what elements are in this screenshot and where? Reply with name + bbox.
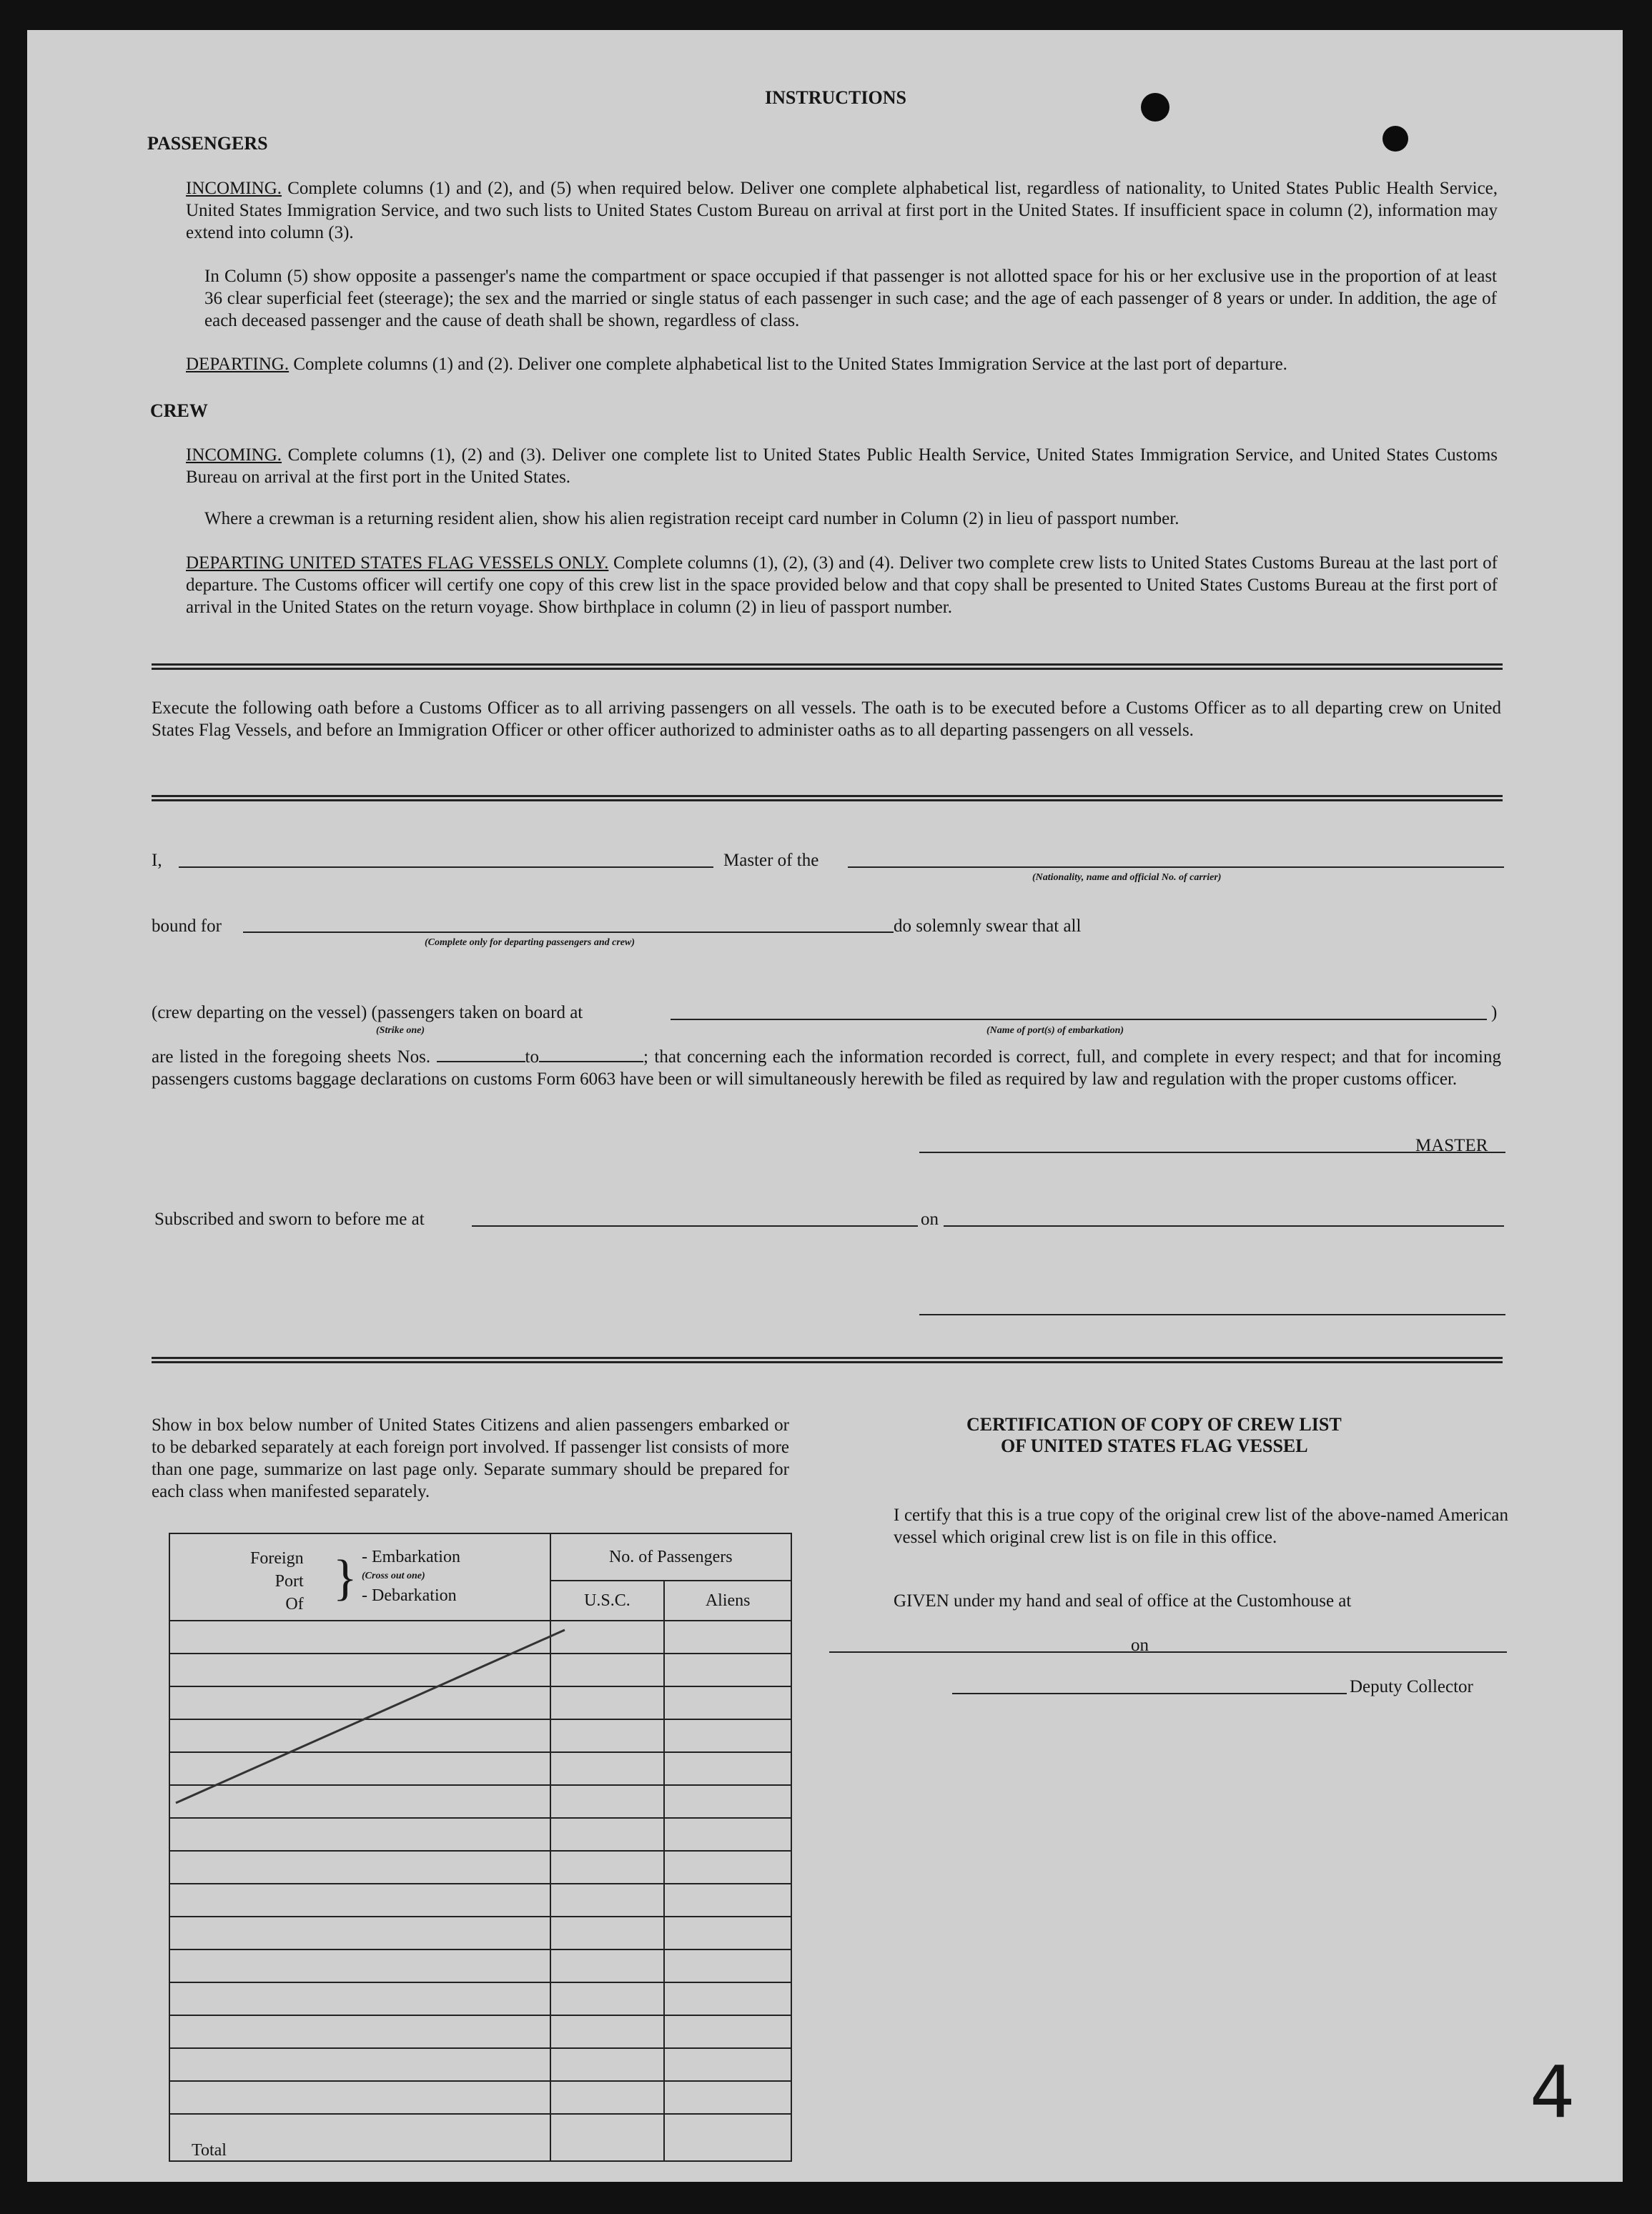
departing-flag-vessels-text: Complete columns (1), (2), (3) and (4). Deliver two complete crew lists to United States Customs Bureau at the last port of departure. The Customs officer will certify one copy of this crew list in the space provided below and that copy shall be presented to United States Customs Bureau at the first port of arrival in the United States on the return voyage. Show birthplace in column (2) in lieu of passport number. [186, 553, 1498, 617]
divider [152, 795, 1503, 801]
master-label: MASTER [1415, 1136, 1488, 1155]
handwritten-page-number: 4 [1530, 2050, 1576, 2134]
ports-note: (Name of port(s) of embarkation) [986, 1025, 1124, 1036]
total-row-label: Total [169, 2114, 550, 2161]
table-row[interactable] [169, 1917, 550, 1949]
bound-for-label: bound for [152, 916, 222, 936]
foreign-port-header: Foreign Port Of } - Embarkation (Cross out one) - Debarkation [169, 1533, 550, 1621]
departing-flag-vessels-paragraph [186, 552, 1498, 618]
carrier-field[interactable] [848, 866, 1504, 868]
table-row[interactable] [169, 2015, 550, 2048]
returning-resident-paragraph: Where a crewman is a returning resident alien, show his alien registration receipt card number in Column (2) in lieu of passport number. [204, 509, 1179, 528]
given-text: GIVEN under my hand and seal of office at the Customhouse at [894, 1591, 1352, 1611]
bound-for-note: (Complete only for departing passengers and crew) [425, 937, 635, 948]
customhouse-field[interactable] [829, 1651, 1507, 1653]
on-label: on [921, 1210, 939, 1229]
certification-title-2: OF UNITED STATES FLAG VESSEL [1001, 1435, 1308, 1456]
master-name-field[interactable] [179, 866, 713, 868]
table-row[interactable] [169, 1851, 550, 1884]
table-row[interactable] [169, 1818, 550, 1851]
crew-heading: CREW [150, 400, 208, 421]
solemnly-swear-label: do solemnly swear that all [894, 916, 1082, 936]
closing-paren: ) [1491, 1003, 1498, 1022]
deputy-collector-signature[interactable] [952, 1693, 1347, 1694]
cert-on-label: on [1131, 1636, 1149, 1655]
passengers-departing-label: DEPARTING. [186, 355, 290, 374]
table-row[interactable] [169, 2081, 550, 2114]
column-5-paragraph: In Column (5) show opposite a passenger's name the compartment or space occupied if that passenger is not allotted space for his or her exclusive use in the proportion of at least 36 clear superficial feet (steerage); the sex and the married or single status of each passenger in such case; and the age of each passenger of 8 years or under. In addition, the age of each deceased passenger and the cause of death shall be shown, regardless of class. [204, 267, 1497, 330]
carrier-note: (Nationality, name and official No. of carrier) [1032, 872, 1222, 883]
certification-title-1: CERTIFICATION OF COPY OF CREW LIST [966, 1414, 1342, 1435]
summary-instructions: Show in box below number of United States Citizens and alien passengers embarked or to be debarked separately at each foreign port involved. If passenger list consists of more than one page, summarize on last page only. Separate summary should be prepared for each class when manifested separately. [152, 1415, 789, 1501]
crew-incoming-label: INCOMING. [186, 445, 282, 465]
master-signature-field[interactable] [919, 1152, 1505, 1153]
passengers-heading: PASSENGERS [147, 133, 268, 154]
table-row[interactable] [169, 1884, 550, 1917]
sworn-place-field[interactable] [472, 1225, 918, 1227]
usc-header: U.S.C. [550, 1581, 665, 1621]
master-of-the-label: Master of the [723, 851, 819, 870]
passengers-incoming-label: INCOMING. [186, 179, 282, 198]
oath-statement: are listed in the foregoing sheets Nos. to ; that concerning each the information recorded is correct, full, and complete in every respect; and that for incoming passengers customs baggage declarations on customs Form 6063 have been or will simultaneously herewith be filed as required by law and regulation with the proper customs officer. [152, 1047, 1501, 1089]
sworn-date-field[interactable] [944, 1225, 1504, 1227]
oath-i-label: I, [152, 851, 162, 870]
strike-through-line [169, 1616, 741, 1809]
officer-signature-field[interactable] [919, 1314, 1505, 1315]
table-row[interactable] [169, 2048, 550, 2081]
departing-flag-vessels-label: DEPARTING UNITED STATES FLAG VESSELS ONLY. [186, 553, 609, 573]
instructions-heading: INSTRUCTIONS [765, 87, 906, 108]
divider [152, 663, 1503, 670]
passengers-departing-paragraph [186, 353, 1498, 375]
no-of-passengers-header: No. of Passengers [550, 1533, 791, 1581]
passengers-incoming-text: Complete columns (1) and (2), and (5) when required below. Deliver one complete alphabetical list, regardless of nationality, to United States Public Health Service, United States Immigration Service, and two such lists to United States Custom Bureau on arrival at first port in the United States. If insufficient space in column (2), information may extend into column (3). [186, 179, 1498, 242]
brace-glyph: } [333, 1551, 357, 1606]
ports-of-embarkation-field[interactable] [671, 1019, 1487, 1020]
certify-text: I certify that this is a true copy of the original crew list of the above-named American vessel which original crew list is on file in this office. [894, 1506, 1508, 1547]
aliens-header: Aliens [664, 1581, 791, 1621]
strike-one-note: (Strike one) [376, 1025, 425, 1036]
crew-incoming-text: Complete columns (1), (2) and (3). Deliver one complete list to United States Public Health Service, United States Immigration Service, and United States Customs Bureau on arrival at the first port in the United States. [186, 445, 1498, 487]
punch-hole [1141, 93, 1169, 122]
crew-departing-label: (crew departing on the vessel) (passengers taken on board at [152, 1003, 583, 1022]
punch-hole [1383, 126, 1408, 152]
bound-for-field[interactable] [243, 931, 894, 933]
deputy-collector-label: Deputy Collector [1350, 1677, 1473, 1696]
subscribed-sworn-label: Subscribed and sworn to before me at [154, 1210, 425, 1229]
divider [152, 1357, 1503, 1363]
passengers-departing-text: Complete columns (1) and (2). Deliver one complete alphabetical list to the United States Immigration Service at the last port of departure. [293, 355, 1287, 374]
table-row[interactable] [169, 1982, 550, 2015]
crew-incoming-paragraph [186, 444, 1498, 488]
table-row[interactable] [169, 1949, 550, 1982]
oath-instructions-paragraph: Execute the following oath before a Customs Officer as to all arriving passengers on all vessels. The oath is to be executed before a Customs Officer as to all departing crew on United States Flag Vessels, and before an Immigration Officer or other officer authorized to administer oaths as to all departing passengers on all vessels. [152, 698, 1501, 740]
passengers-incoming-paragraph [186, 177, 1498, 244]
